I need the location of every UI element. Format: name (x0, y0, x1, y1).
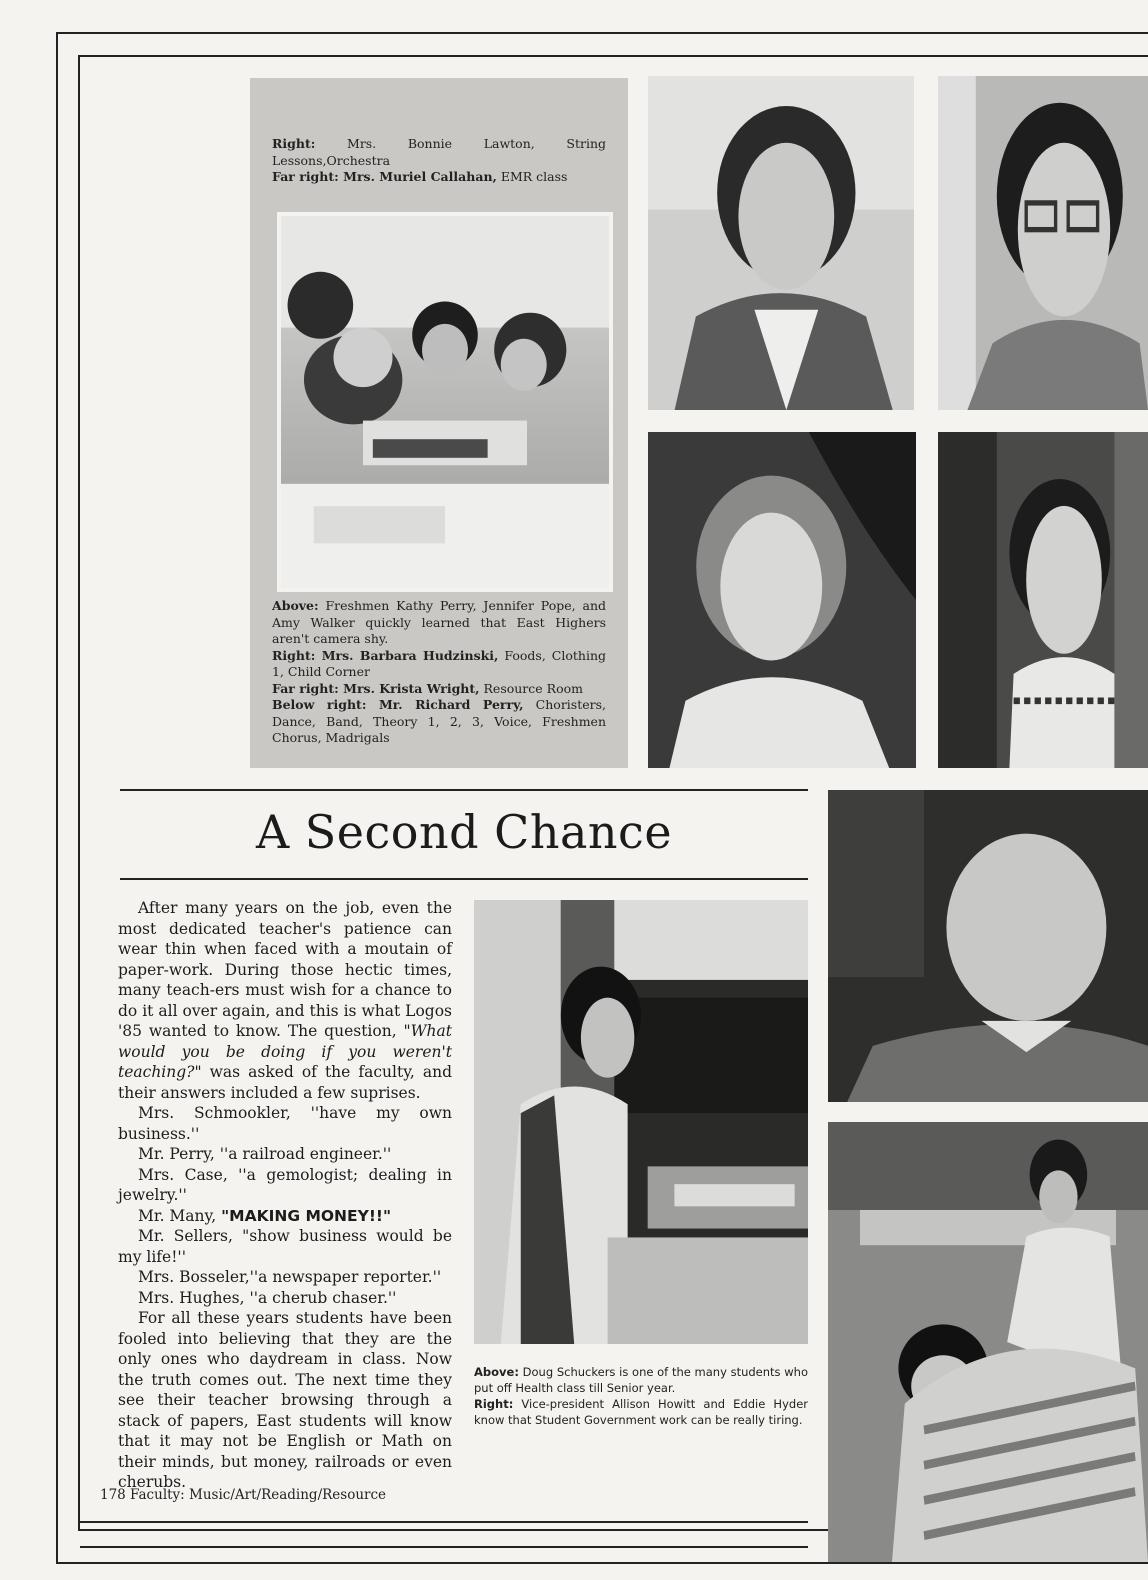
caption-line: Above: Freshmen Kathy Perry, Jennifer Pope, and Amy Walker quickly learned that East Highers aren't camera shy. (272, 598, 606, 646)
story-quote: Mrs. Hughes, ''a cherub chaser.'' (138, 1288, 397, 1307)
headline-top-rule (120, 789, 808, 791)
caption-line: Far right: Mrs. Muriel Callahan, EMR class (272, 169, 568, 184)
caption-line: Right: Mrs. Bonnie Lawton, String Lessons,Orchestra (272, 136, 606, 168)
bottom-rule (80, 1546, 808, 1548)
caption-bottom (474, 1364, 808, 1428)
caption-middle (272, 598, 606, 747)
caption-line: Below right: Mr. Richard Perry, Choristers, Dance, Band, Theory 1, 2, 3, Voice, Freshmen Chorus, Madrigals (272, 697, 606, 745)
story-intro: After many years on the job, even the most dedicated teacher's patience can wear thin when faced with a moutain of paper-work. During those hectic times, many teach-ers must wish for a chance to do it all over again, and this is what Logos '85 wanted to know. The question, "What would you be doing if you weren't teaching?" was asked of the faculty, and their answers included a few suprises. (118, 899, 452, 1102)
story-quote-many: Mr. Many, "MAKING MONEY!!" (138, 1206, 392, 1225)
story-quote: Mr. Perry, ''a railroad engineer.'' (138, 1145, 392, 1163)
headline: A Second Chance (255, 805, 673, 859)
portrait-hudzinski (648, 432, 916, 768)
story-body (118, 898, 452, 1493)
story-quote: Mrs. Bosseler,''a newspaper reporter.'' (138, 1268, 442, 1286)
caption-line: Right: Vice-president Allison Howitt and Eddie Hyder know that Student Government work can be really tiring. (474, 1397, 808, 1427)
portrait-callahan (938, 76, 1148, 410)
photo-doug-schuckers (474, 900, 808, 1344)
page-footer: 178 Faculty: Music/Art/Reading/Resource (100, 1487, 387, 1503)
headline-bottom-rule (120, 878, 808, 880)
photo-student-government (828, 1122, 1148, 1562)
caption-line: Far right: Mrs. Krista Wright, Resource Room (272, 680, 583, 696)
story-closing: For all these years students have been fooled into believing that they are the only ones who daydream in class. Now the truth comes out. The next time they see their teacher browsing through a stack of papers, East students will know that it may not be English or Math on their minds, but money, railroads or even cherubs. (118, 1309, 452, 1491)
story-quote: Mrs. Case, ''a gemologist; dealing in jewelry.'' (118, 1165, 452, 1204)
portrait-wright (938, 432, 1148, 768)
caption-top (272, 136, 606, 186)
bottom-rule (80, 1521, 808, 1523)
portrait-lawton (648, 76, 914, 410)
story-quote: Mr. Sellers, "show business would be my life!'' (118, 1227, 452, 1266)
portrait-perry (828, 790, 1148, 1102)
story-quote: Mrs. Schmookler, ''have my own business.'' (118, 1104, 452, 1143)
group-photo-freshmen (277, 212, 613, 592)
caption-line: Right: Mrs. Barbara Hudzinski, Foods, Clothing 1, Child Corner (272, 647, 606, 679)
caption-line: Above: Doug Schuckers is one of the many students who put off Health class till Senior year. (474, 1365, 808, 1395)
